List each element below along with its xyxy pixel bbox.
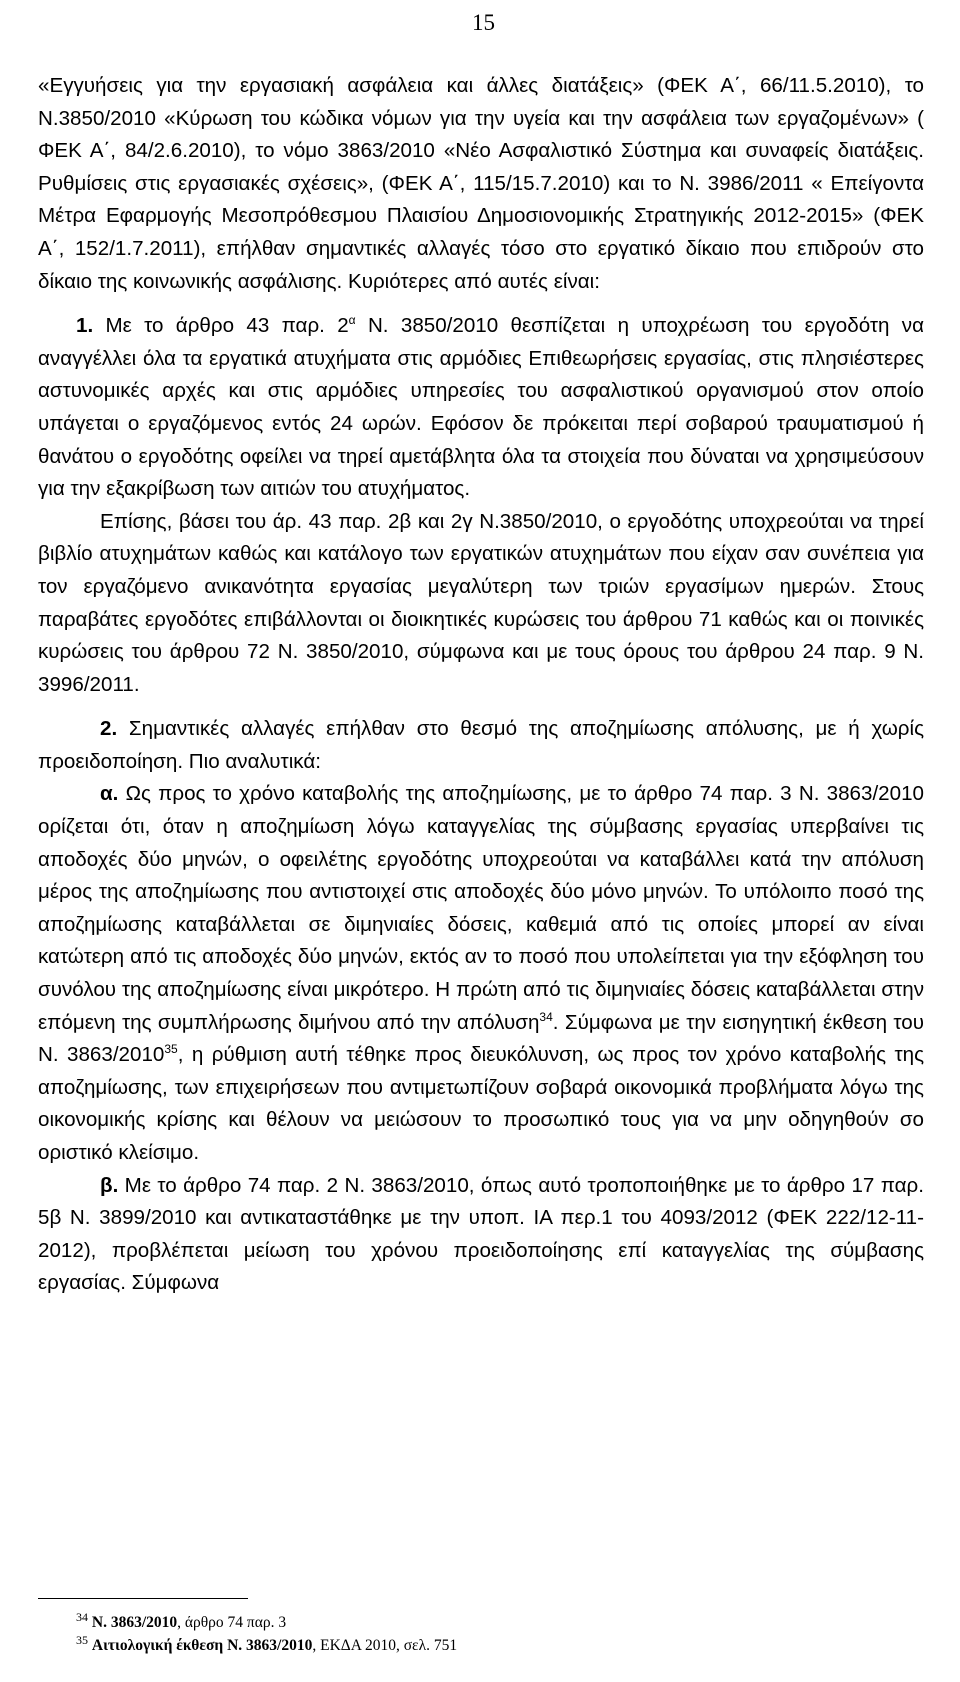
paragraph-item-1 xyxy=(38,310,924,506)
footnote-34 xyxy=(38,1611,924,1634)
paragraph-item-1-cont: Επίσης, βάσει του άρ. 43 παρ. 2β και 2γ Ν.3850/2010, ο εργοδότης υποχρεούται να τηρεί βιβλίο ατυχημάτων καθώς και κατάλογο των εργατικών ατυχημάτων που είχαν σαν συνέπεια για τον εργαζόμενο ανικανότητα εργασίας μεγαλύτερη των τριών εργασίμων ημερών. Στους παραβάτες εργοδότες επιβάλλονται οι διοικητικές κυρώσεις του άρθρου 71 καθώς και οι ποινικές κυρώσεις του άρθρου 72 Ν. 3850/2010, σύμφωνα και με τους όρους του άρθρου 24 παρ. 9 Ν. 3996/2011. xyxy=(38,509,924,696)
superscript: α xyxy=(348,313,356,328)
footnote-text: , ΕΚΔΑ 2010, σελ. 751 xyxy=(312,1637,458,1654)
paragraph-text: Με το άρθρο 43 παρ. 2 xyxy=(93,314,349,338)
paragraph-text: Ν. 3850/2010 θεσπίζεται η υποχρέωση του εργοδότη να αναγγέλλει όλα τα εργατικά ατυχήματα στις αρμόδιες Επιθεωρήσεις εργασίας, στις πλησιέστερες αστυνομικές αρχές και στις αρμόδιες υπηρεσίες του ασφαλιστικού οργανισμού στον οποίο υπάγεται ο εργαζόμενος εντός 24 ωρών. Εφόσον δε πρόκειται περί σοβαρού τραυματισμού ή θανάτου ο εργοδότης οφείλει να τηρεί αμετάβλητα όλα τα στοιχεία που δύναται να χρησιμεύσουν για την εξακρίβωση των αιτιών του ατυχήματος. xyxy=(38,314,925,501)
footnote-bold: Αιτιολογική έκθεση Ν. 3863/2010 xyxy=(91,1637,313,1654)
paragraph-text: Σημαντικές αλλαγές επήλθαν στο θεσμό της αποζημίωσης απόλυσης, με ή χωρίς προειδοποίηση. Πιο αναλυτικά: xyxy=(38,717,924,773)
item-number: 1. xyxy=(76,314,94,338)
page-number: 15 xyxy=(472,10,495,35)
item-letter: β. xyxy=(100,1173,119,1197)
paragraph-text: Ως προς το χρόνο καταβολής της αποζημίωσης, με το άρθρο 74 παρ. 3 Ν. 3863/2010 ορίζεται ότι, όταν η αποζημίωση λόγω καταγγελίας της σύμβασης εργασίας υπερβαίνει τις αποδοχές δύο μηνών, ο οφειλέτης εργοδότης υποχρεούται να καταβάλλει κατά την απόλυση μέρος της αποζημίωσης που αντιστοιχεί στις αποδοχές δύο μόνο μηνών. Το υπόλοιπο ποσό της αποζημίωσης καταβάλλεται σε διμηνιαίες δόσεις, καθεμιά από τις οποίες μπορεί αν είναι κατώτερη από τις αποδοχές δύο μηνών, εκτός αν το ποσό που υπολείπεται για την εξόφληση του συνόλου της αποζημίωσης είναι μικρότερο. Η πρώτη από τις διμηνιαίες δόσεις καταβάλλεται στην επόμενη της συμπλήρωσης διμήνου από την απόλυση xyxy=(38,782,924,1034)
footnote-separator xyxy=(38,1598,248,1599)
item-number: 2. xyxy=(100,717,118,741)
footnotes xyxy=(38,1598,924,1657)
footnote-number: 35 xyxy=(76,1632,88,1647)
paragraph-text: , η ρύθμιση αυτή τέθηκε προς διευκόλυνση, ως προς τον χρόνο καταβολής της αποζημίωσης, των επιχειρήσεων που αντιμετωπίζουν σοβαρά οικονομικά προβλήματα λόγω της οικονομικής κρίσης και θέλουν να μειώσουν το προσωπικό τους για να μην οδηγηθούν σο οριστικό κλείσιμο. xyxy=(38,1043,924,1164)
document-body xyxy=(38,70,924,1300)
footnote-text: , άρθρο 74 παρ. 3 xyxy=(177,1614,287,1631)
footnote-bold: Ν. 3863/2010 xyxy=(91,1614,178,1631)
paragraph-text: . Σύμφωνα με την εισηγητική έκθεση του Ν. 3863/2010 xyxy=(38,1010,924,1067)
footnote-ref-35[interactable]: 35 xyxy=(164,1042,178,1057)
footnote-number: 34 xyxy=(76,1609,88,1624)
paragraph-item-2b xyxy=(38,1170,924,1300)
footnote-ref-34[interactable]: 34 xyxy=(539,1009,553,1024)
paragraph-text: Με το άρθρο 74 παρ. 2 Ν. 3863/2010, όπως αυτό τροποποιήθηκε με το άρθρο 17 παρ. 5β Ν. 3899/2010 και αντικαταστάθηκε με την υποπ. ΙΑ περ.1 του 4093/2012 (ΦΕΚ 222/12-11-2012), προβλέπεται μείωση του χρόνου προειδοποίησης επί καταγγελίας της σύμβασης εργασίας. Σύμφωνα xyxy=(38,1173,924,1295)
item-letter: α. xyxy=(100,782,119,806)
paragraph-item-2a xyxy=(38,778,924,1169)
paragraph-item-2 xyxy=(38,713,924,778)
footnote-35 xyxy=(38,1634,924,1657)
paragraph-intro: «Εγγυήσεις για την εργασιακή ασφάλεια και άλλες διατάξεις» (ΦΕΚ Α΄, 66/11.5.2010), το Ν.3850/2010 «Κύρωση του κώδικα νόμων για την υγεία και την ασφάλεια των εργαζομένων» ( ΦΕΚ Α΄, 84/2.6.2010), το νόμο 3863/2010 «Νέο Ασφαλιστικό Σύστημα και συναφείς διατάξεις. Ρυθμίσεις στις εργασιακές σχέσεις», (ΦΕΚ Α΄, 115/15.7.2010) και το Ν. 3986/2011 « Επείγοντα Μέτρα Εφαρμογής Μεσοπρόθεσμου Πλαισίου Δημοσιονομικής Στρατηγικής 2012-2015» (ΦΕΚ Α΄, 152/1.7.2011), επήλθαν σημαντικές αλλαγές τόσο στο εργατικό δίκαιο που επιδρούν στο δίκαιο της κοινωνικής ασφάλισης. Κυριότερες από αυτές είναι: xyxy=(38,74,924,293)
